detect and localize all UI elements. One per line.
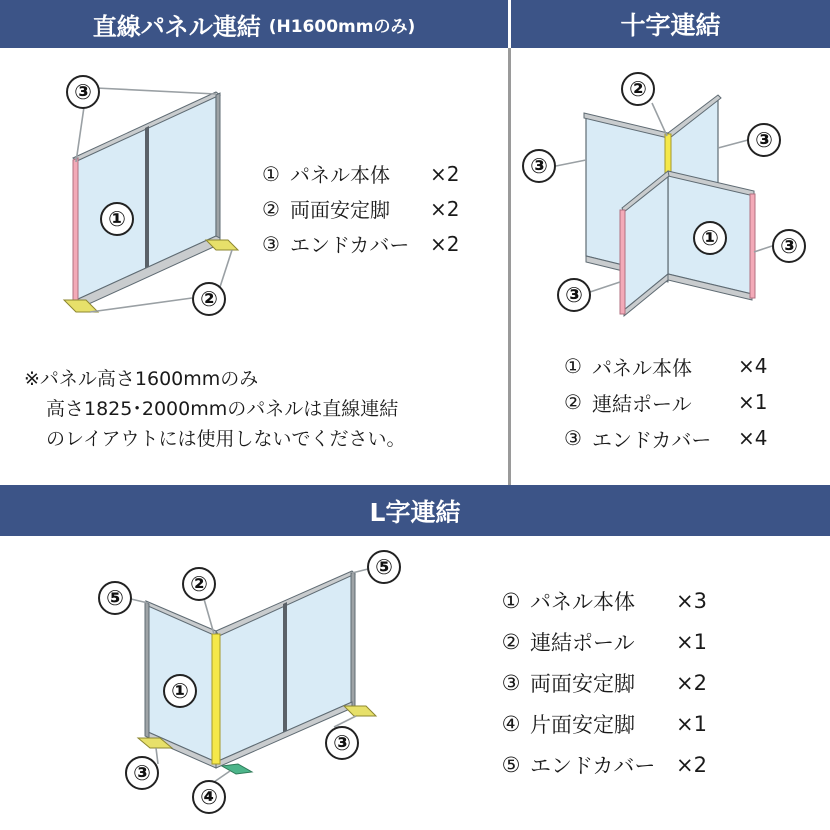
part-label: パネル本体	[290, 163, 390, 187]
callout-lshape-5-right	[368, 551, 400, 583]
callout-lshape-1	[164, 675, 196, 707]
part-number: ④	[501, 711, 521, 736]
lshape-foot-right	[344, 706, 376, 716]
header-cross-title: 十字連結	[620, 11, 721, 40]
lshape-end-post-right	[351, 573, 355, 706]
list-item	[496, 580, 707, 621]
callout-lshape-4-text: ④	[200, 785, 218, 809]
callout-lshape-1-text: ①	[171, 679, 189, 703]
list-item	[496, 703, 707, 744]
part-number: ③	[564, 426, 582, 450]
straight-parts-list	[256, 156, 459, 261]
list-item	[496, 621, 707, 662]
part-quantity: ×4	[738, 354, 768, 378]
part-label: 両面安定脚	[290, 198, 390, 222]
straight-end-cover	[73, 158, 78, 306]
part-quantity: ×3	[676, 588, 707, 613]
part-number: ③	[501, 670, 521, 695]
callout-cross-3-top-right	[748, 124, 780, 156]
part-number: ①	[262, 161, 280, 186]
callout-lshape-5-left-text: ⑤	[106, 586, 124, 610]
cross-end-cover-front-left	[620, 210, 625, 314]
part-label: エンドカバー	[290, 233, 410, 257]
callout-lshape-5-right-text: ⑤	[375, 555, 393, 579]
list-item	[496, 744, 707, 785]
part-quantity: ×2	[676, 670, 707, 695]
list-item	[558, 384, 767, 420]
part-quantity: ×2	[430, 161, 460, 186]
list-item	[558, 420, 767, 456]
part-quantity: ×1	[676, 711, 707, 736]
callout-cross-3-bottom	[558, 279, 590, 311]
lshape-left-edge	[145, 602, 149, 738]
part-label: 連結ポール	[530, 630, 635, 655]
part-number: ②	[262, 196, 280, 221]
callout-cross-3-right-text: ③	[780, 234, 798, 258]
callout-cross-2	[622, 73, 654, 105]
list-item	[256, 156, 459, 191]
part-quantity: ×1	[676, 629, 707, 654]
callout-lshape-3-right	[326, 727, 358, 759]
callout-lshape-2-text: ②	[190, 572, 208, 596]
header-straight-title: 直線パネル連結	[92, 12, 261, 41]
lshape-diagram	[99, 551, 400, 813]
straight-diagram	[64, 76, 238, 315]
part-quantity: ×2	[430, 196, 460, 221]
part-quantity: ×2	[430, 231, 460, 256]
callout-lshape-5-left	[99, 582, 131, 614]
callout-cross-3-right	[773, 230, 805, 262]
cross-pole	[665, 134, 671, 176]
part-number: ②	[501, 629, 521, 654]
straight-joint	[145, 126, 149, 270]
callout-cross-3-bottom-text: ③	[565, 283, 583, 307]
part-label: パネル本体	[530, 589, 635, 614]
straight-note	[24, 364, 405, 454]
part-number: ①	[564, 354, 582, 378]
callout-cross-3-top-right-text: ③	[755, 128, 773, 152]
lshape-pole	[212, 634, 220, 764]
part-label: 連結ポール	[592, 391, 692, 416]
callout-cross-2-text: ②	[629, 77, 647, 101]
note-line-2: 高さ1825･2000mmのパネルは直線連結	[46, 398, 399, 420]
part-label: エンドカバー	[530, 753, 656, 778]
part-label: 片面安定脚	[530, 712, 635, 737]
callout-lshape-3-left	[126, 757, 158, 789]
part-quantity: ×1	[738, 390, 768, 414]
callout-straight-3-text: ③	[74, 80, 92, 104]
callout-straight-1	[101, 203, 133, 235]
callout-lshape-4	[193, 781, 225, 813]
lshape-parts-list	[496, 580, 707, 785]
part-quantity: ×4	[738, 426, 768, 450]
callout-cross-3-left-text: ③	[530, 154, 548, 178]
part-label: エンドカバー	[592, 427, 712, 452]
cross-diagram	[523, 73, 805, 316]
callout-lshape-3-right-text: ③	[333, 731, 351, 755]
part-number: ⑤	[501, 752, 521, 777]
callout-lshape-3-left-text: ③	[133, 761, 151, 785]
note-line-3: のレイアウトには使用しないでください。	[46, 428, 406, 450]
list-item	[256, 191, 459, 226]
list-item	[496, 662, 707, 703]
part-number: ①	[501, 588, 521, 613]
cross-parts-list	[558, 348, 767, 456]
callout-cross-1-text: ①	[701, 226, 719, 250]
callout-straight-2	[193, 283, 225, 315]
callout-cross-3-left	[523, 150, 555, 182]
lshape-joint	[283, 602, 287, 734]
header-straight-subtitle: (H1600mmのみ)	[268, 16, 416, 37]
part-number: ②	[564, 390, 582, 414]
list-item	[256, 226, 459, 261]
callout-cross-1	[694, 222, 726, 254]
callout-straight-1-text: ①	[108, 207, 126, 231]
callout-straight-3	[67, 76, 99, 108]
part-quantity: ×2	[676, 752, 707, 777]
callout-straight-2-text: ②	[200, 287, 218, 311]
header-lshape-title: L字連結	[369, 497, 461, 527]
callout-lshape-2	[183, 568, 215, 600]
part-number: ③	[262, 231, 280, 256]
part-label: 両面安定脚	[530, 671, 635, 696]
straight-right-post	[216, 93, 220, 240]
part-label: パネル本体	[592, 355, 692, 380]
cross-end-cover-front-right	[750, 194, 755, 298]
note-line-1: ※パネル高さ1600mmのみ	[24, 368, 259, 390]
list-item	[558, 348, 767, 384]
